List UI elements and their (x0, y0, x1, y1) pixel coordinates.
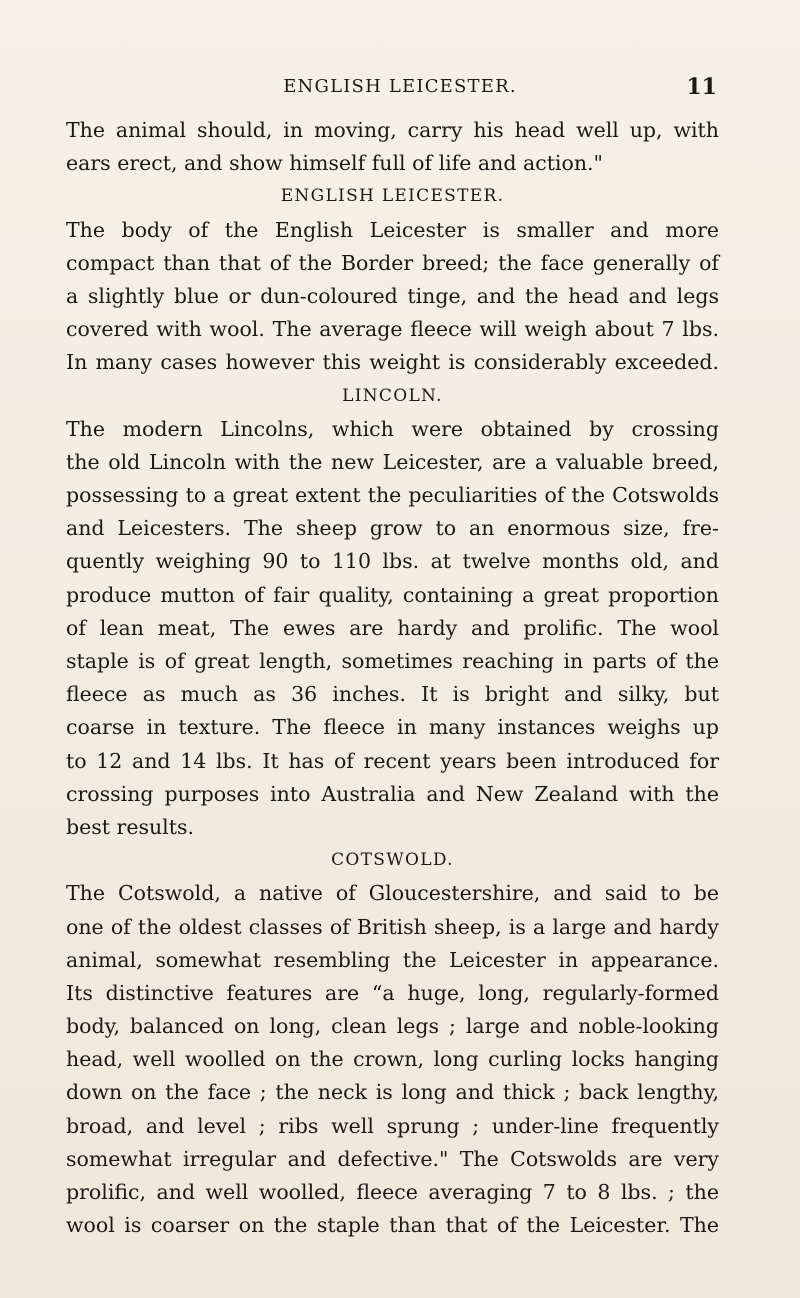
text-line: best results. (66, 814, 195, 839)
section-heading-english-leicester: ENGLISH LEICESTER. (280, 186, 505, 207)
text-line: somewhat irregular and defective." The Cotswolds are very (66, 1146, 719, 1171)
text-line: possessing to a great extent the peculiarities of the Cotswolds (66, 483, 719, 508)
page-body (66, 114, 719, 1242)
text-line: and Leicesters. The sheep grow to an enormous size, fre- (66, 516, 719, 541)
text-line: quently weighing 90 to 110 lbs. at twelve months old, and (66, 549, 719, 574)
text-line: head, well woolled on the crown, long curling locks hanging (66, 1047, 719, 1072)
text-line: In many cases however this weight is considerably exceeded. (66, 350, 719, 375)
page-number: 11 (686, 74, 717, 100)
running-head: ENGLISH LEICESTER. (283, 76, 517, 97)
text-line: fleece as much as 36 inches. It is bright and silky, but (66, 682, 719, 707)
text-line: a slightly blue or dun-coloured tinge, and the head and legs (66, 283, 719, 308)
text-line: ears erect, and show himself full of life and action." (66, 151, 603, 176)
text-line: down on the face ; the neck is long and thick ; back lengthy, (66, 1080, 719, 1105)
section-paragraph-lincoln (66, 413, 719, 844)
text-line: The Cotswold, a native of Gloucestershire, and said to be (66, 881, 719, 906)
text-line: Its distinctive features are “a huge, long, regularly-formed (66, 980, 719, 1005)
text-line: prolific, and well woolled, fleece averaging 7 to 8 lbs. ; the (66, 1180, 719, 1204)
text-line: one of the oldest classes of British sheep, is a large and hardy (66, 914, 719, 939)
intro-paragraph (66, 114, 719, 180)
text-line: body, balanced on long, clean legs ; large and noble-looking (66, 1014, 719, 1039)
text-line: compact than that of the Border breed; the face generally of (66, 250, 719, 275)
text-line: The body of the English Leicester is smaller and more (66, 217, 719, 242)
text-line: staple is of great length, sometimes reaching in parts of the (66, 649, 719, 673)
text-line: coarse in texture. The fleece in many instances weighs up (66, 715, 719, 740)
text-line: The modern Lincolns, which were obtained by crossing (66, 416, 719, 441)
text-line: of lean meat, The ewes are hardy and prolific. The wool (66, 615, 719, 640)
text-line: to 12 and 14 lbs. It has of recent years been introduced for (66, 748, 719, 773)
text-line: crossing purposes into Australia and New Zealand with the (66, 781, 719, 806)
text-line: animal, somewhat resembling the Leicester in appearance. (66, 947, 719, 972)
text-line: The animal should, in moving, carry his head well up, with (66, 118, 719, 142)
text-line: covered with wool. The average fleece will weigh about 7 lbs. (66, 317, 719, 342)
text-line: produce mutton of fair quality, containing a great proportion (66, 582, 719, 607)
section-paragraph-cotswold (66, 877, 719, 1242)
section-paragraph-english-leicester (66, 214, 719, 380)
section-heading-cotswold: COTSWOLD. (331, 850, 454, 871)
text-line: wool is coarser on the staple than that of the Leicester. The (66, 1213, 719, 1238)
page-header (0, 76, 800, 106)
text-line: broad, and level ; ribs well sprung ; under-line frequently (66, 1113, 719, 1138)
text-line: the old Lincoln with the new Leicester, are a valuable breed, (66, 449, 719, 474)
section-heading-lincoln: LINCOLN. (342, 385, 443, 406)
